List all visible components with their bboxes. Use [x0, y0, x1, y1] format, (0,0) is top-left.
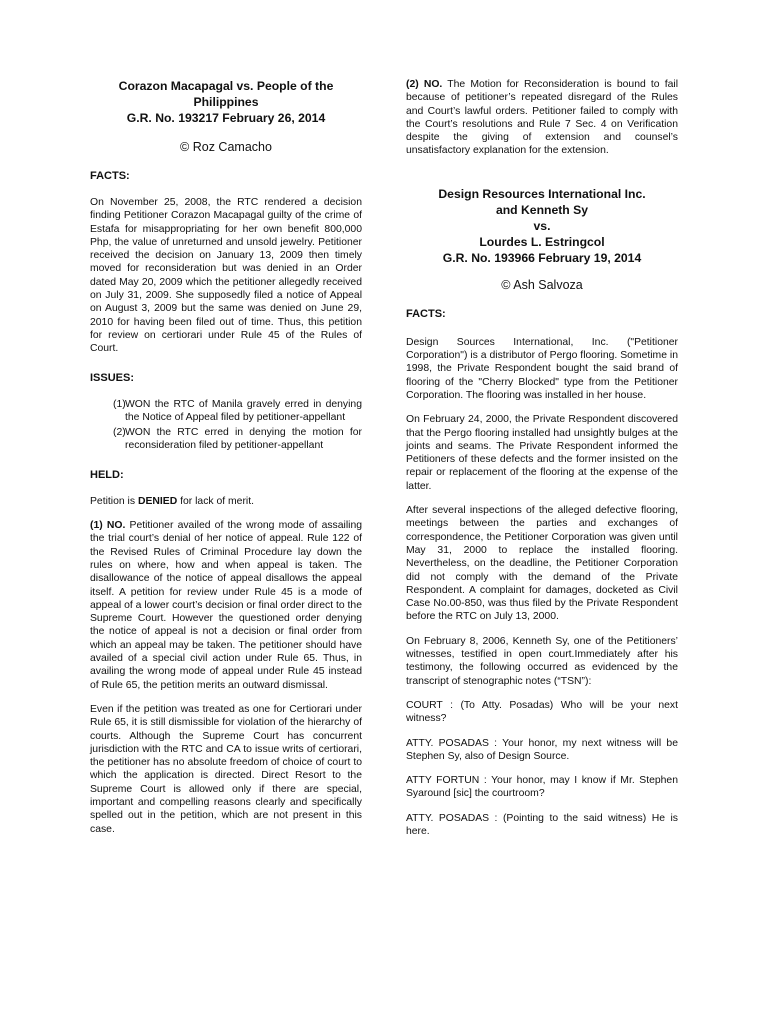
transcript-line: ATTY. POSADAS : (Pointing to the said witness) He is here. — [406, 812, 678, 837]
held-denied: DENIED — [137, 495, 178, 507]
title-line: Lourdes L. Estringcol — [479, 234, 605, 249]
held-intro — [90, 495, 362, 508]
title-line: Design Resources International Inc. — [438, 186, 646, 201]
issue-number: (2) — [113, 427, 126, 439]
title-line: vs. — [533, 218, 551, 233]
held-1-text: Petitioner availed of the wrong mode of assailing the trial court’s denial of her notice of appeal. Rule 122 of the Revised Rules of Criminal Procedure lay down the rules on where, how and when appeal is taken. The disallowance of the notice of appeal disallows the appeal itself. A petition for review under Rule 45 is a mode of appeal of a lower court’s decision or final order direct to the Supreme Court. However the questioned order denying the notice of appeal is not a decision or final order from which an appeal may be taken. The petitioner should have availed of a special civil action under Rule 65. Thus, in availing the wrong mode of appeal under Rule 45 instead of Rule 65, the petition merits an outward dismissal. — [90, 520, 362, 691]
facts-paragraph: Design Sources International, Inc. ("Petitioner Corporation") is a distributor of Pergo flooring. Sometime in 1998, the Private Respondent bought the said brand of flooring of the "Cherry Blocked" type from the Petitioner Corporation. The flooring was installed in her house. — [406, 336, 678, 401]
transcript-line: ATTY. POSADAS : Your honor, my next witness will be Stephen Sy, also of Design Source. — [406, 737, 678, 762]
case-title-design-resources — [406, 186, 678, 266]
issues-list — [90, 398, 362, 453]
held-1-marker: (1) NO. — [90, 520, 126, 532]
held-2-text: The Motion for Reconsideration is bound to fail because of petitioner’s repeated disregard of the Rules and Court’s lawful orders. Petitioner failed to comply with the Court’s resolutions and Rule 7 Sec. 4 on Verification despite the giving of extension and counsel’s unsatisfactory explanation for the extension. — [406, 79, 678, 157]
held-1-paragraph — [90, 519, 362, 692]
held-label: HELD: — [90, 468, 124, 481]
issues-label: ISSUES: — [90, 371, 135, 384]
facts-paragraph: On November 25, 2008, the RTC rendered a decision finding Petitioner Corazon Macapagal guilty of the crime of Estafa for misappropriating for her own benefit 800,000 Php, the value of unreturned and unsold jewelry. Petitioner received the decision on January 13, 2009 then timely moved for reconsideration but was denied in an Order dated May 20, 2009 which the petitioner allegedly received on July 31, 2009. She supposedly filed a notice of Appeal on August 3, 2009 but the same was denied on June 29, 2010 for having been filed out of time. Thus, this petition for review on certiorari under Rule 45 of the Rules of Court. — [90, 197, 362, 355]
title-line: G.R. No. 193966 February 19, 2014 — [442, 250, 642, 265]
title-line: Corazon Macapagal vs. People of the — [118, 79, 334, 93]
author-credit: © Ash Salvoza — [501, 277, 583, 292]
transcript-line: COURT : (To Atty. Posadas) Who will be your next witness? — [406, 699, 678, 725]
held-2-marker: (2) NO. — [406, 79, 443, 90]
held-1-extra-paragraph: Even if the petition was treated as one for Certiorari under Rule 65, it is still dismissible for violation of the hierarchy of courts. Although the Supreme Court has concurrent jurisdiction with the RTC and CA to issue writs of certiorari, the petitioner has no absolute freedom of choice of court to which the application is directed. Direct Resort to the Supreme Court is allowed only if there are special, important and compelling reasons clearly and specifically spelled out in the petition, which are not present in this case. — [90, 703, 362, 835]
title-line: Philippines — [193, 95, 259, 109]
right-column — [406, 78, 678, 849]
left-column — [90, 78, 362, 847]
facts-paragraph: On February 24, 2000, the Private Respondent discovered that the Pergo flooring installed had unsightly bulges at the joints and seams. The Private Respondent informed the Petitioners of these defects and the former insisted on the repair or replacement of the flooring at the expense of the latter. — [406, 414, 678, 492]
held-2-paragraph — [406, 78, 678, 158]
held-intro-after: for lack of merit. — [177, 495, 254, 507]
held-intro-before: Petition is — [90, 495, 138, 507]
issue-text: WON the RTC erred in denying the motion for reconsideration filed by petitioner-appellant — [125, 427, 362, 452]
issue-text: WON the RTC of Manila gravely erred in denying the Notice of Appeal filed by petitioner-appellant — [125, 398, 362, 423]
transcript-line: ATTY FORTUN : Your honor, may I know if Mr. Stephen Syaround [sic] the courtroom? — [406, 775, 678, 800]
title-line: and Kenneth Sy — [495, 202, 589, 217]
facts-label: FACTS: — [406, 307, 446, 320]
case-title-macapagal — [90, 78, 362, 126]
facts-paragraph: On February 8, 2006, Kenneth Sy, one of the Petitioners’ witnesses, testified in open court.Immediately after his testimony, the following occurred as evidenced by the transcript of stenographic notes (“TSN”): — [406, 635, 678, 687]
facts-paragraph: After several inspections of the alleged defective flooring, meetings between the parties and exchanges of correspondence, the Petitioner Corporation was given until May 31, 2000 to replace the installed flooring. Nevertheless, on the deadline, the Petitioner Corporation did not comply with the demand of the Private Respondent. A complaint for damages, docketed as Civil Case No.00-850, was thus filed by the Private Respondent before the RTC on July 13, 2000. — [406, 505, 678, 623]
issue-item — [90, 398, 362, 425]
author-credit: © Roz Camacho — [180, 140, 272, 154]
issue-item — [90, 426, 362, 453]
title-line: G.R. No. 193217 February 26, 2014 — [126, 111, 326, 125]
issue-number: (1) — [113, 398, 126, 410]
facts-label: FACTS: — [90, 170, 130, 182]
